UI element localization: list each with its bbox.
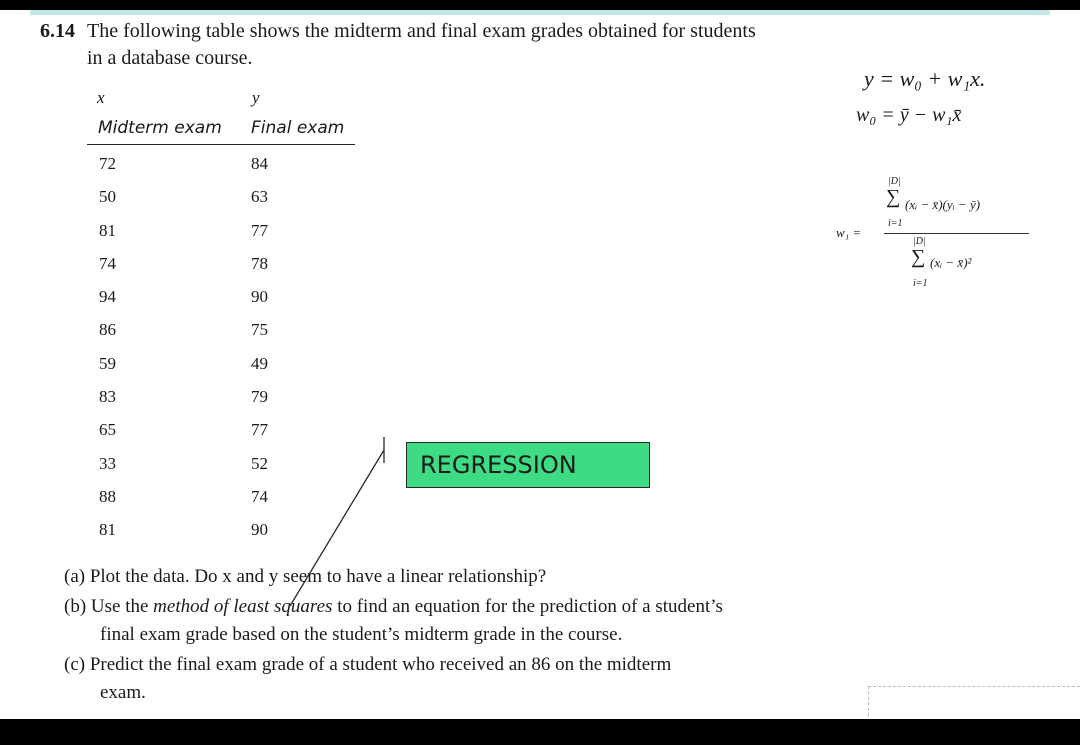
numerator-sum-upper: |D| (888, 176, 901, 187)
regression-equation: y = w₀ + w₁x. (864, 66, 986, 91)
denominator-sigma: ∑ (911, 246, 926, 268)
table-cell-x: 86 (99, 320, 116, 339)
table-cell-x: 81 (99, 520, 116, 539)
table-cell-y: 75 (251, 320, 268, 339)
question-number: 6.14 (40, 20, 75, 42)
part-a: (a) Plot the data. Do x and y seem to have a linear relationship? (64, 566, 547, 587)
table-cell-x: 74 (99, 254, 116, 273)
numerator-sigma: ∑ (886, 186, 901, 208)
dashed-selection-side (868, 686, 869, 716)
table-cell-x: 50 (99, 187, 116, 206)
table-cell-x: 59 (99, 354, 116, 373)
table-cell-y: 77 (251, 221, 268, 240)
table-cell-y: 78 (251, 254, 268, 273)
part-b-line2: final exam grade based on the student’s midterm grade in the course. (100, 624, 623, 645)
final-header: Final exam (251, 118, 345, 138)
table-cell-x: 33 (99, 454, 116, 473)
table-cell-x: 65 (99, 420, 116, 439)
table-cell-y: 84 (251, 154, 268, 173)
table-cell-x: 88 (99, 487, 116, 506)
table-cell-y: 63 (251, 187, 268, 206)
table-cell-x: 81 (99, 221, 116, 240)
part-c-line1: (c) Predict the final exam grade of a student who received an 86 on the midterm (64, 654, 672, 675)
table-cell-y: 74 (251, 487, 268, 506)
dashed-selection-edge (868, 686, 1080, 687)
numerator-sum-lower: i=1 (888, 218, 903, 229)
part-b-emphasis: method of least squares (153, 596, 333, 617)
part-c-line2: exam. (100, 682, 146, 703)
denominator-body: (xᵢ − x̄)² (930, 255, 972, 270)
midterm-header: Midterm exam (98, 118, 222, 138)
table-cell-x: 72 (99, 154, 116, 173)
table-cell-x: 83 (99, 387, 116, 406)
part-b-suffix: to find an equation for the prediction of a student’s (332, 596, 723, 617)
table-cell-y: 90 (251, 287, 268, 306)
y-variable-label: y (252, 88, 260, 107)
regression-label-box[interactable] (406, 442, 650, 488)
bottom-bar (0, 719, 1080, 745)
question-text-line1: The following table shows the midterm and final exam grades obtained for students (87, 20, 756, 42)
regression-label: REGRESSION (420, 451, 577, 479)
table-cell-y: 49 (251, 354, 268, 373)
table-cell-y: 52 (251, 454, 268, 473)
w1-label: w₁ = (836, 225, 862, 240)
question-text-line2: in a database course. (87, 47, 253, 69)
denominator-sum-upper: |D| (913, 236, 926, 247)
x-variable-label: x (97, 88, 105, 107)
table-cell-y: 79 (251, 387, 268, 406)
table-cell-y: 90 (251, 520, 268, 539)
w0-equation: w₀ = ȳ − w₁x̄ (856, 104, 962, 126)
part-b-line1 (64, 596, 723, 618)
table-cell-y: 77 (251, 420, 268, 439)
denominator-sum-lower: i=1 (913, 278, 928, 289)
table-cell-x: 94 (99, 287, 116, 306)
numerator-body: (xᵢ − x̄)(yᵢ − ȳ) (905, 197, 981, 212)
part-b-prefix: (b) Use the (64, 596, 154, 617)
